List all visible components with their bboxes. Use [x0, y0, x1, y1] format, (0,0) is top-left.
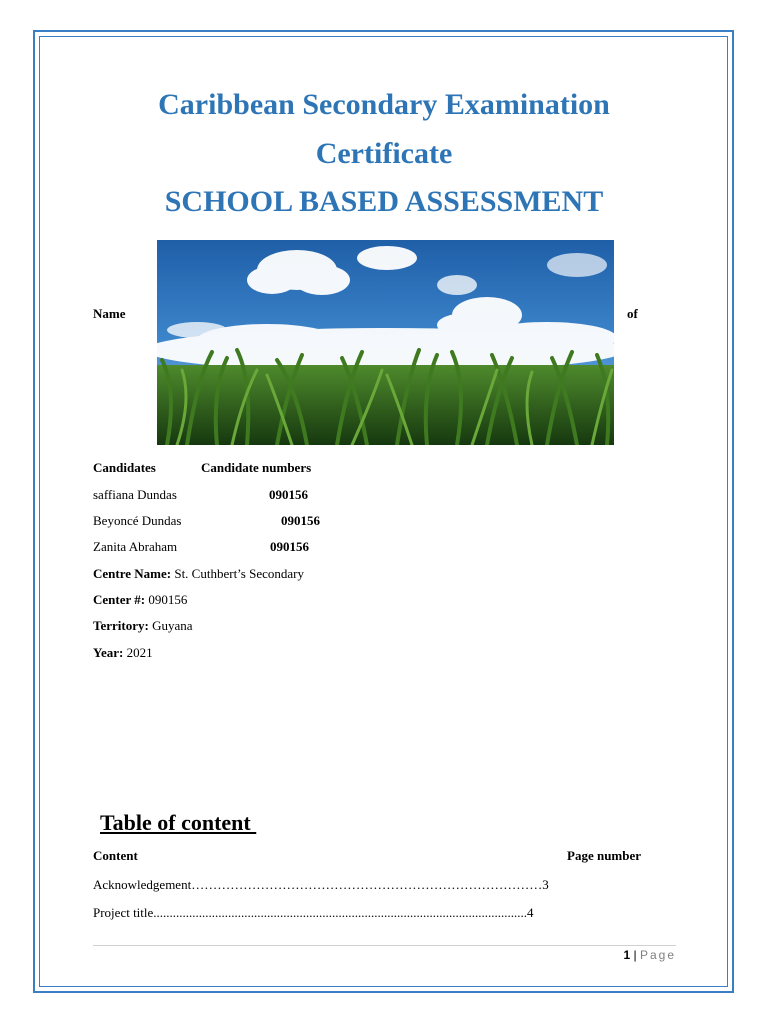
- candidate-numbers-header: Candidate numbers: [201, 460, 312, 475]
- centre-name-row: [93, 566, 304, 582]
- center-number-row: [93, 592, 187, 608]
- cornfield-sky-photo: [157, 240, 614, 445]
- title-line-2: Certificate: [315, 137, 453, 170]
- territory-row: [93, 618, 193, 634]
- centre-name-label: Centre Name:: [93, 566, 172, 581]
- candidates-header: Candidates: [93, 460, 156, 475]
- page-number: 1: [623, 948, 631, 962]
- center-number-value: 090156: [145, 592, 188, 607]
- of-label: of: [627, 306, 638, 321]
- year-row: [93, 645, 153, 661]
- candidate-number: 090156: [269, 487, 308, 502]
- title-line-1: Caribbean Secondary Examination: [158, 88, 610, 121]
- footer-divider: [93, 945, 676, 946]
- toc-entry-project-title: Project title...................................................................................................................4: [93, 905, 534, 920]
- candidate-name: Beyoncé Dundas: [93, 513, 182, 528]
- year-value: 2021: [123, 645, 153, 660]
- name-label: Name: [93, 306, 126, 321]
- candidate-number: 090156: [270, 539, 309, 554]
- page-footer: [600, 948, 676, 962]
- toc-content-header: Content: [93, 848, 138, 863]
- centre-name-value: St. Cuthbert’s Secondary: [171, 566, 304, 581]
- toc-page-number-header: Page number: [567, 848, 642, 863]
- page-separator: |: [630, 948, 640, 962]
- title-line-3: SCHOOL BASED ASSESSMENT: [164, 185, 604, 218]
- center-number-label: Center #:: [93, 592, 146, 607]
- territory-label: Territory:: [93, 618, 149, 633]
- toc-entry-acknowledgement: Acknowledgement………………………………………………………………………3: [93, 877, 549, 892]
- territory-value: Guyana: [148, 618, 193, 633]
- page-border-inner: [39, 36, 728, 987]
- candidate-name: saffiana Dundas: [93, 487, 177, 502]
- year-label: Year:: [93, 645, 124, 660]
- page-word: Page: [639, 948, 676, 962]
- candidate-name: Zanita Abraham: [93, 539, 178, 554]
- candidate-number: 090156: [281, 513, 320, 528]
- toc-title: Table of content: [100, 810, 257, 835]
